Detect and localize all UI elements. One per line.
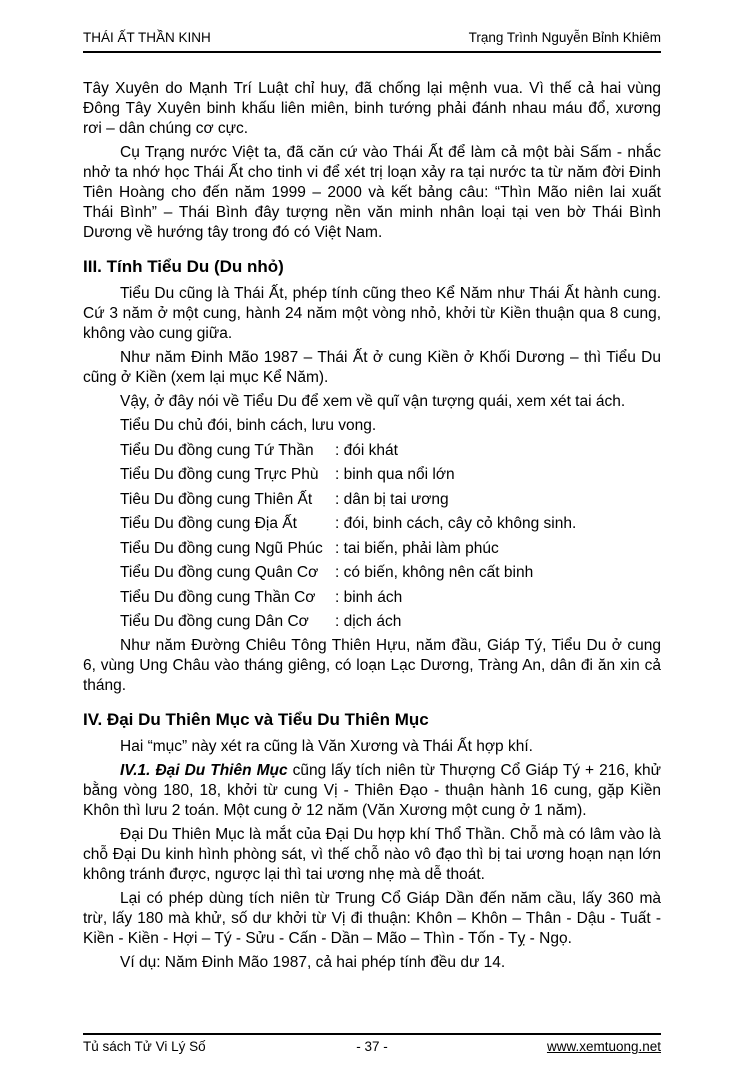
paragraph: Như năm Đinh Mão 1987 – Thái Ất ở cung Kiền ở Khối Dương – thì Tiểu Du cũng ở Kiền (xem lại mục Kể Năm).	[83, 349, 661, 386]
list-item-value: : dân bị tai ương	[335, 490, 449, 508]
list-item-value: : có biến, không nên cất binh	[335, 564, 534, 581]
section-heading-iii: III. Tính Tiểu Du (Du nhỏ)	[83, 257, 284, 276]
header-author: Trạng Trình Nguyễn Bỉnh Khiêm	[468, 30, 661, 45]
footer-page-number: - 37 -	[356, 1039, 388, 1054]
list-item	[120, 539, 661, 559]
page-footer	[83, 1033, 661, 1055]
list-item-value: : đói khát	[335, 441, 398, 459]
paragraph	[83, 761, 661, 821]
list-item-value: : dịch ách	[335, 613, 402, 630]
list-item-label: Tiểu Du đồng cung Ngũ Phúc	[120, 539, 323, 557]
list-item	[120, 588, 661, 608]
list-item-label: Tiểu Du đồng cung Quân Cơ	[120, 564, 319, 581]
header-book-title: THÁI ẤT THẦN KINH	[83, 30, 211, 45]
paragraph: Lại có phép dùng tích niên từ Trung Cổ Giáp Dần đến năm cầu, lấy 360 mà trừ, lấy 180 mà khử, số dư khởi từ Vị đi thuận: Khôn – Khôn – Thân - Dậu - Tuất - Kiền - Kiền - Hợi – Tý - Sửu - Cấn - Dần – Mão – Thìn - Tốn - Tỵ - Ngọ.	[83, 890, 661, 947]
list-item-value: : binh ách	[335, 588, 403, 606]
paragraph: Tiểu Du cũng là Thái Ất, phép tính cũng theo Kể Năm như Thái Ất hành cung. Cứ 3 năm ở một cung, hành 24 năm một vòng nhỏ, khởi từ Kiền thuận qua 8 cung, không vào cung giữa.	[83, 285, 661, 342]
paragraph-rest: cũng lấy tích niên từ Thượng Cổ Giáp Tý + 216, khử bằng vòng 180, 18, khởi từ cung Vị - Thiên Đạo - thuận hành 16 cung, gặp Kiền Khôn thì lưu 2 toán. Một cung ở 12 năm (Văn Xương một cung ở 1 năm).	[83, 762, 662, 819]
list-item	[120, 514, 661, 534]
paragraph: Đại Du Thiên Mục là mắt của Đại Du hợp khí Thổ Thần. Chỗ mà có lâm vào là chỗ Đại Du kinh hình phòng sát, vì thế chỗ nào vô đạo thì bị tai ương hoạn nạn lớn không tránh được, ngược lại thì tai ương nhẹ mà dễ thoát.	[83, 826, 661, 883]
paragraph: Ví dụ: Năm Đinh Mão 1987, cả hai phép tính đều dư 14.	[120, 954, 506, 971]
list-item	[120, 441, 661, 461]
list-item	[120, 563, 661, 583]
list-item-label: Tiểu Du đồng cung Trực Phù	[120, 466, 319, 483]
list-item-label: Tiểu Du đồng cung Tứ Thần	[120, 441, 314, 459]
paragraph: Hai “mục” này xét ra cũng là Văn Xương và Thái Ất hợp khí.	[120, 738, 533, 755]
list-item-value: : đói, binh cách, cây cỏ không sinh.	[335, 515, 577, 532]
paragraph: Tây Xuyên do Mạnh Trí Luật chỉ huy, đã chống lại mệnh vua. Vì thế cả hai vùng Đông Tây Xuyên binh khấu liên miên, binh tướng phải đánh nhau máu đổ, xương rơi – dân chúng cơ cực.	[83, 80, 661, 137]
paragraph-lead: IV.1. Đại Du Thiên Mục	[120, 762, 288, 779]
list-item-label: Tiểu Du đồng cung Dân Cơ	[120, 613, 309, 630]
paragraph: Cụ Trạng nước Việt ta, đã căn cứ vào Thái Ất để làm cả một bài Sấm - nhắc nhở ta nhớ học Thái Ất cho tinh vi để xét trị loạn xảy ra tại nước ta từ năm đời Đinh Tiên Hoàng cho đến năm 1999 – 2000 và kết bảng câu: “Thìn Mão niên lai xuất Thái Bình” – Thái Bình đây tượng nền văn minh nhân loại tại ven bờ Thái Bình Dương về hướng tây trong đó có Việt Nam.	[83, 144, 661, 241]
list-item	[120, 612, 661, 632]
list-item-label: Tiểu Du đồng cung Thần Cơ	[120, 588, 316, 606]
list-item-label: Tiểu Du đồng cung Địa Ất	[120, 515, 297, 532]
page	[0, 30, 744, 1054]
list-item-value: : binh qua nổi lớn	[335, 466, 455, 483]
section-heading-iv: IV. Đại Du Thiên Mục và Tiểu Du Thiên Mục	[83, 710, 429, 729]
footer-website-link[interactable]: www.xemtuong.net	[546, 1039, 662, 1054]
list-item-label: Tiêu Du đồng cung Thiên Ất	[120, 490, 313, 508]
list-item	[120, 490, 661, 510]
paragraph: Như năm Đường Chiêu Tông Thiên Hựu, năm đầu, Giáp Tý, Tiểu Du ở cung 6, vùng Ung Châu vào tháng giêng, có loạn Lạc Dương, Tràng An, dân đi ăn xin cả tháng.	[83, 637, 661, 694]
paragraph: Vậy, ở đây nói về Tiểu Du để xem về quĩ vận tượng quái, xem xét tai ách.	[120, 393, 626, 410]
footer-series-title: Tủ sách Tử Vi Lý Số	[83, 1039, 206, 1054]
page-body	[0, 79, 744, 973]
page-header	[83, 30, 661, 53]
tieu-du-list	[120, 441, 661, 633]
list-item	[120, 465, 661, 485]
paragraph: Tiểu Du chủ đói, binh cách, lưu vong.	[120, 417, 377, 434]
list-item-value: : tai biến, phải làm phúc	[335, 539, 499, 557]
